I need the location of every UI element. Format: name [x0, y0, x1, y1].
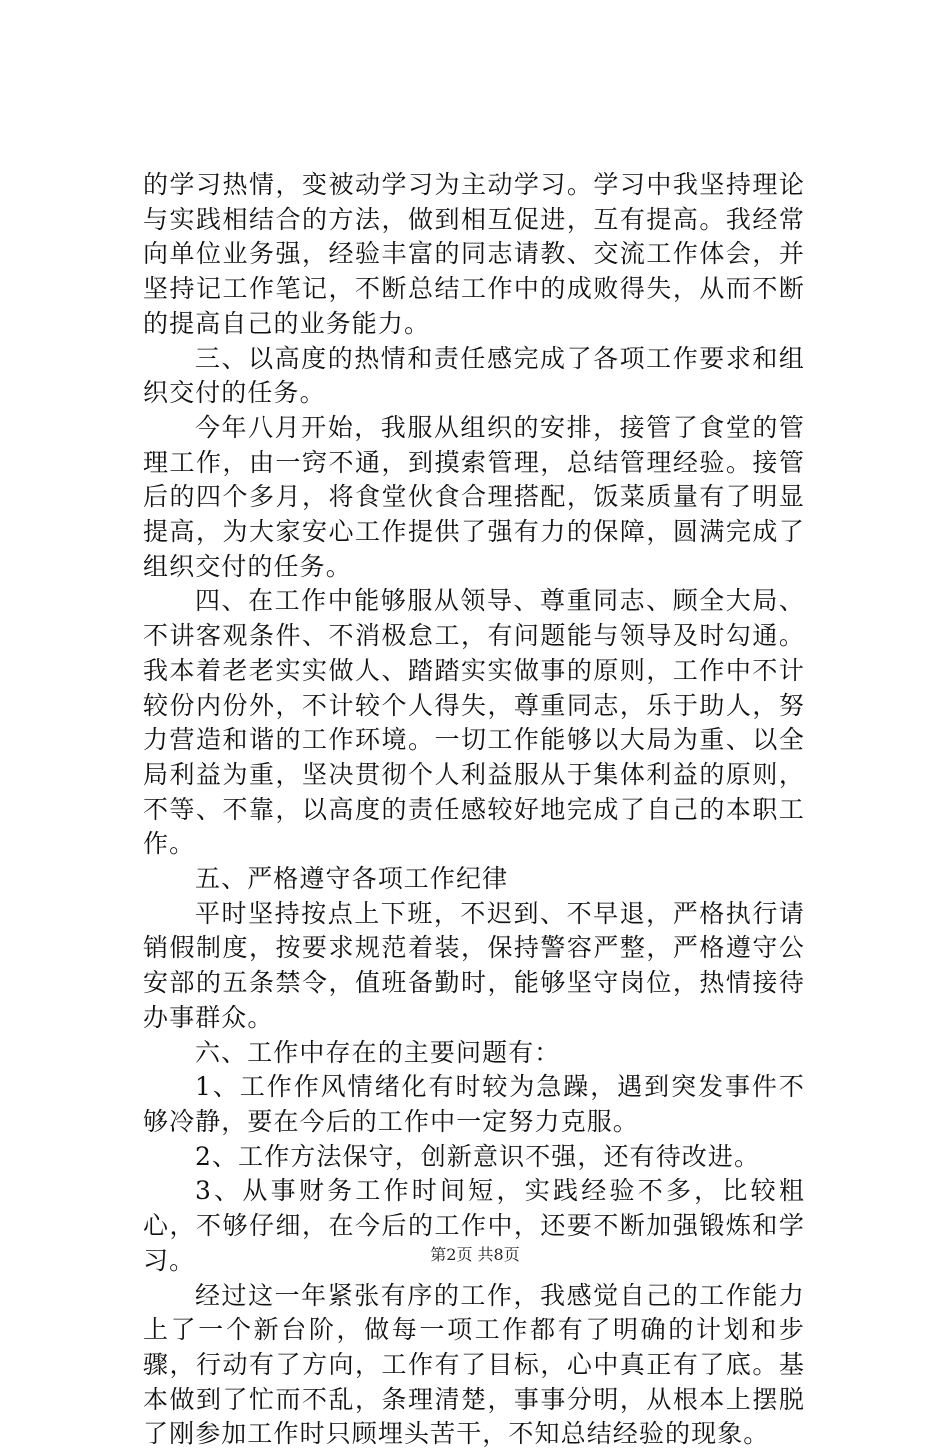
page-number-footer: 第2页 共8页 [0, 1242, 950, 1265]
paragraph-continuation: 的学习热情，变被动学习为主动学习。学习中我坚持理论与实践相结合的方法，做到相互促进，互有提高。我经常向单位业务强，经验丰富的同志请教、交流工作体会，并坚持记工作笔记，不断总结工作中的成败得失，从而不断的提高自己的业务能力。 [143, 168, 805, 342]
paragraph-canteen: 今年八月开始，我服从组织的安排，接管了食堂的管理工作，由一窍不通，到摸索管理，总结管理经验。接管后的四个多月，将食堂伙食合理搭配，饭菜质量有了明显提高，为大家安心工作提供了强有力的保障，圆满完成了组织交付的任务。 [143, 411, 805, 585]
problem-item-3: 3、从事财务工作时间短，实践经验不多，比较粗心，不够仔细，在今后的工作中，还要不断加强锻炼和学习。 [143, 1174, 805, 1278]
section-heading-4: 四、在工作中能够服从领导、尊重同志、顾全大局、不讲客观条件、不消极怠工，有问题能与领导及时勾通。我本着老老实实做人、踏踏实实做事的原则，工作中不计较份内份外，不计较个人得失，尊重同志，乐于助人，努力营造和谐的工作环境。一切工作能够以大局为重、以全局利益为重，坚决贯彻个人利益服从于集体利益的原则，不等、不靠，以高度的责任感较好地完成了自己的本职工作。 [143, 584, 805, 862]
section-heading-5: 五、严格遵守各项工作纪律 [143, 862, 805, 897]
problem-item-2: 2、工作方法保守，创新意识不强，还有待改进。 [143, 1140, 805, 1175]
section-heading-3: 三、以高度的热情和责任感完成了各项工作要求和组织交付的任务。 [143, 342, 805, 411]
paragraph-discipline: 平时坚持按点上下班，不迟到、不早退，严格执行请销假制度，按要求规范着装，保持警容严整，严格遵守公安部的五条禁令，值班备勤时，能够坚守岗位，热情接待办事群众。 [143, 897, 805, 1036]
section-heading-6: 六、工作中存在的主要问题有： [143, 1036, 805, 1071]
problem-item-1: 1、工作作风情绪化有时较为急躁，遇到突发事件不够冷静，要在今后的工作中一定努力克服。 [143, 1070, 805, 1139]
paragraph-conclusion: 经过这一年紧张有序的工作，我感觉自己的工作能力上了一个新台阶，做每一项工作都有了明确的计划和步骤，行动有了方向，工作有了目标，心中真正有了底。基本做到了忙而不乱，条理清楚，事事分明，从根本上摆脱了刚参加工作时只顾埋头苦干，不知总结经验的现象。 [143, 1279, 805, 1452]
